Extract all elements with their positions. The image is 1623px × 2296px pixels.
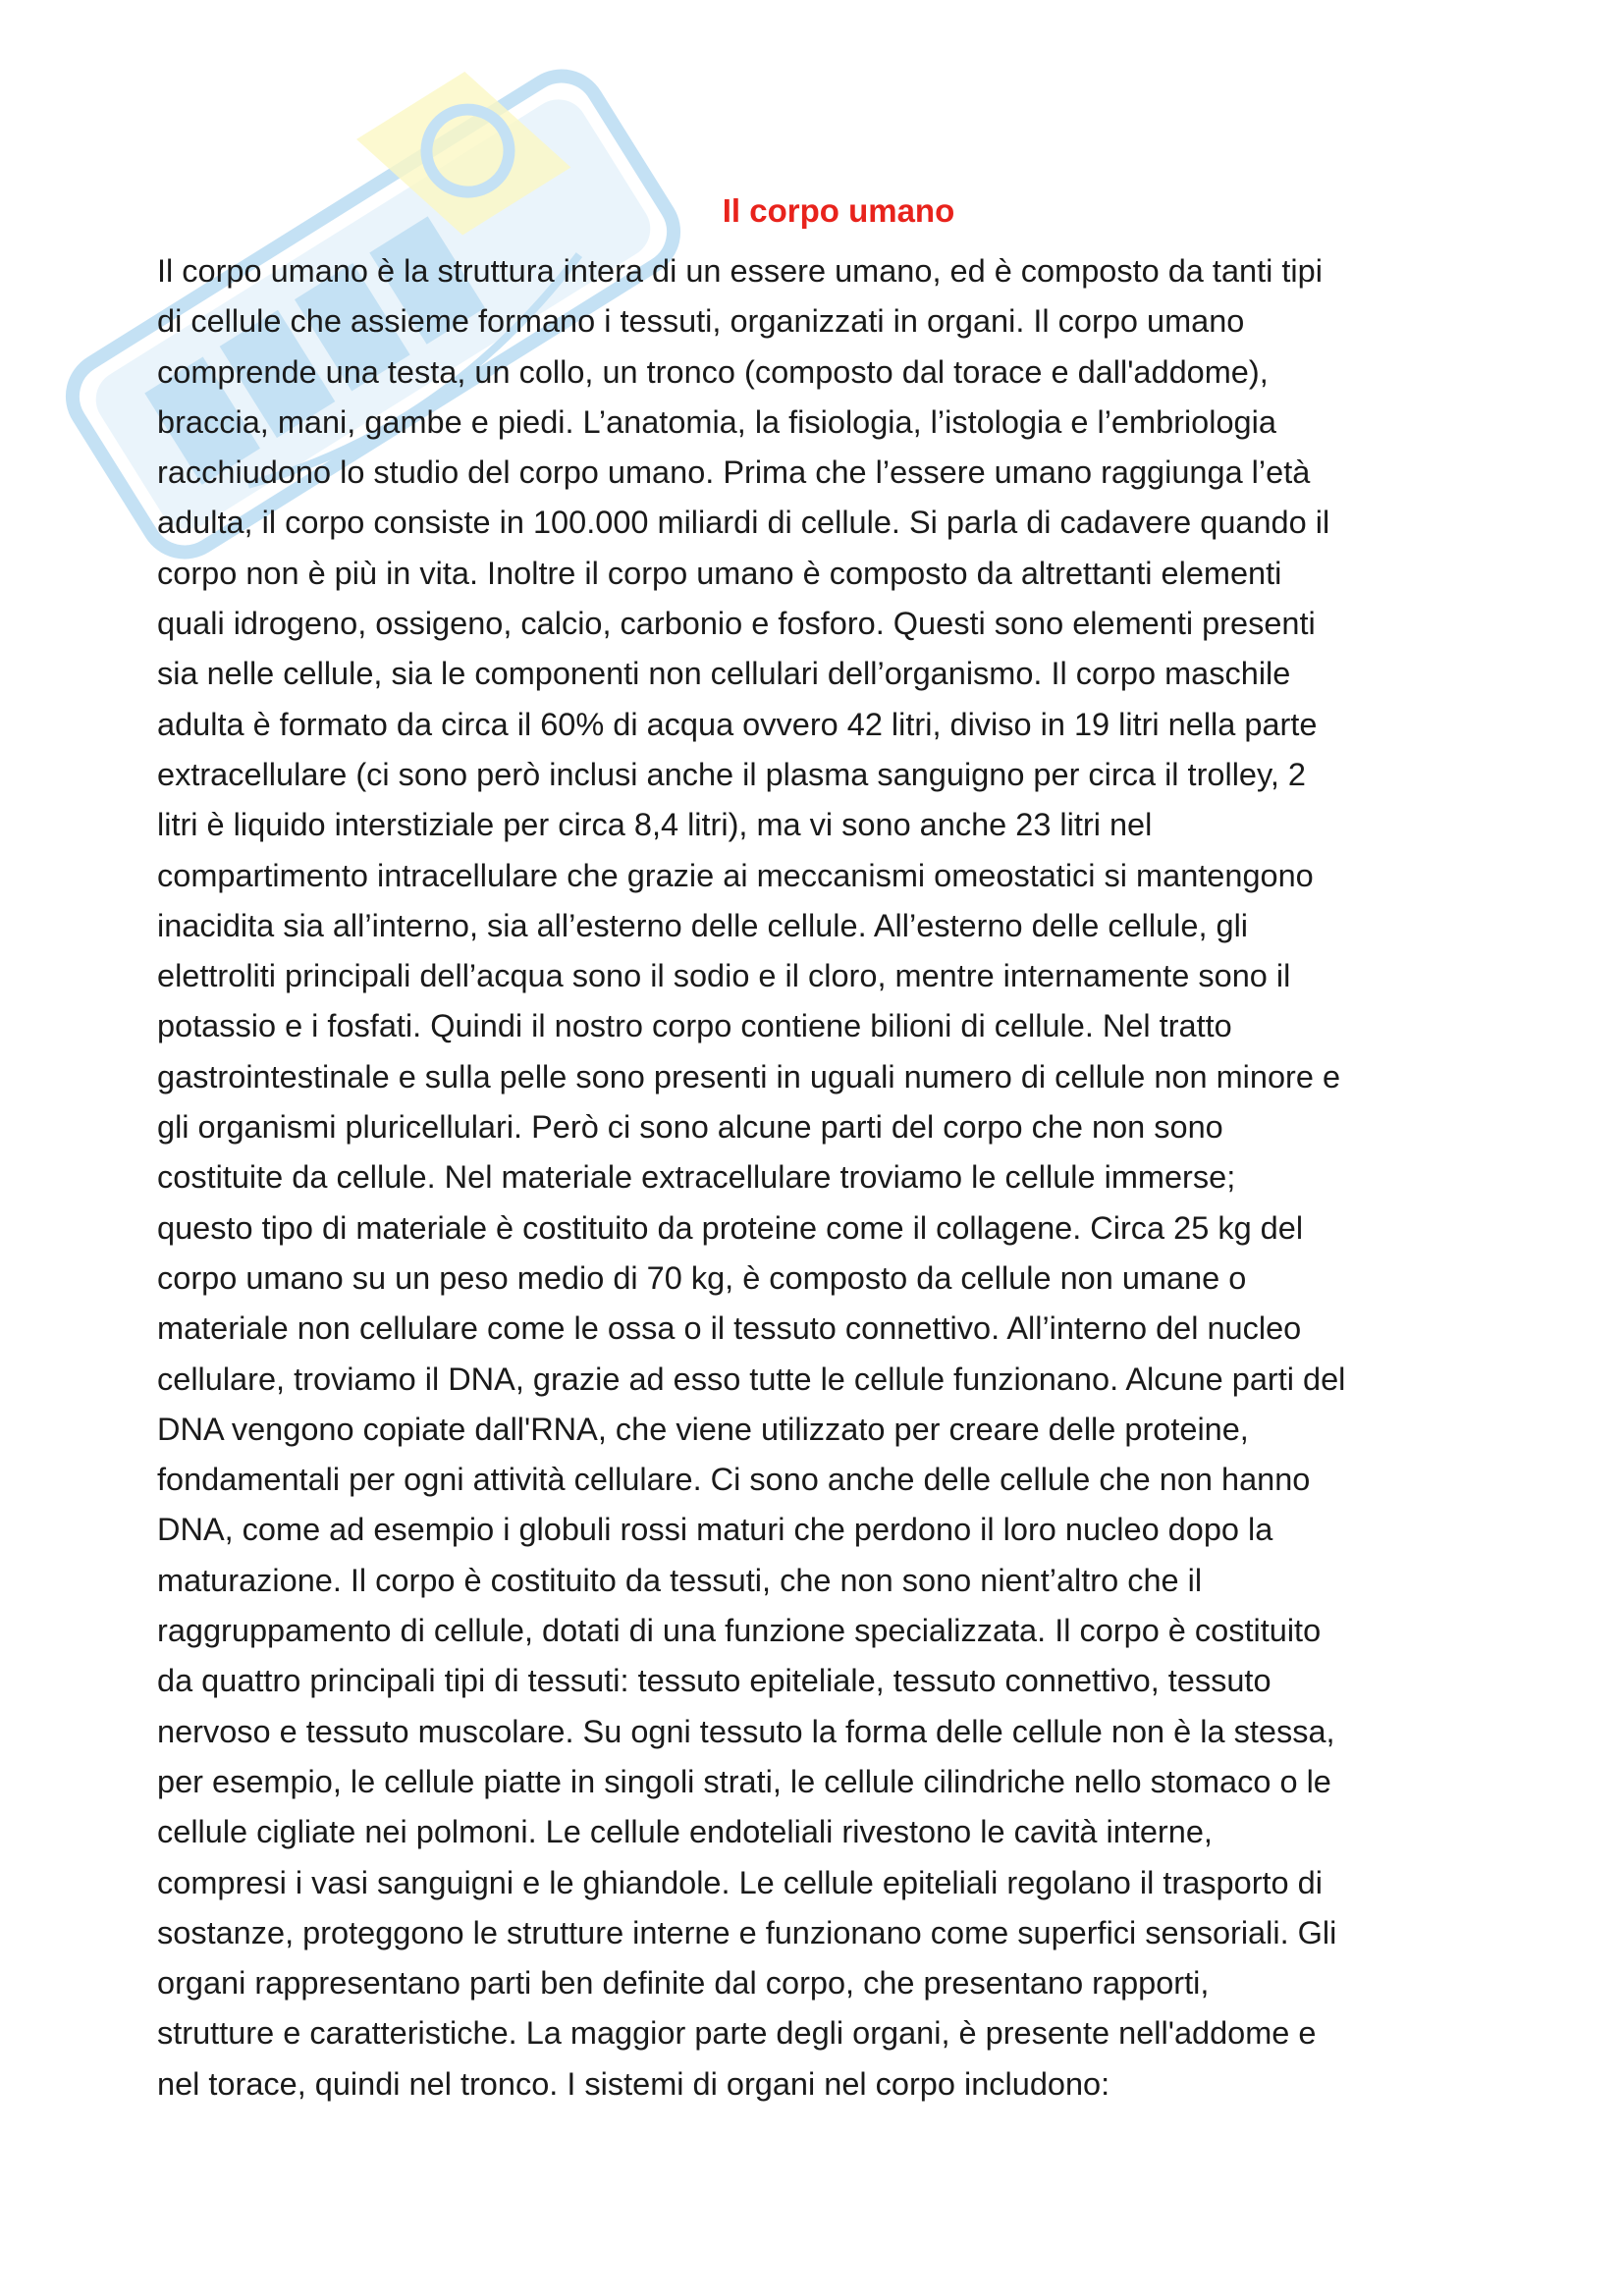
text-line: questo tipo di materiale è costituito da proteine come il collagene. Circa 25 kg del — [157, 1209, 1304, 1246]
text-line: DNA, come ad esempio i globuli rossi maturi che perdono il loro nucleo dopo la — [157, 1512, 1273, 1548]
text-line: corpo umano su un peso medio di 70 kg, è composto da cellule non umane o — [157, 1259, 1247, 1296]
text-line: materiale non cellulare come le ossa o il tessuto connettivo. All’interno del nucleo — [157, 1310, 1302, 1347]
document-page — [157, 191, 1485, 2109]
text-line: elettroliti principali dell’acqua sono il sodio e il cloro, mentre internamente sono il — [157, 958, 1291, 994]
text-line: racchiudono lo studio del corpo umano. Prima che l’essere umano raggiunga l’età — [157, 454, 1311, 491]
text-line: potassio e i fosfati. Quindi il nostro corpo contiene bilioni di cellule. Nel tratto — [157, 1008, 1232, 1044]
text-line: da quattro principali tipi di tessuti: tessuto epiteliale, tessuto connettivo, tessuto — [157, 1663, 1271, 1699]
text-line: corpo non è più in vita. Inoltre il corpo umano è composto da altrettanti elementi — [157, 555, 1282, 591]
text-line: compresi i vasi sanguigni e le ghiandole. Le cellule epiteliali regolano il trasporto di — [157, 1864, 1323, 1900]
text-line: strutture e caratteristiche. La maggior parte degli organi, è presente nell'addome e — [157, 2015, 1317, 2052]
text-line: nervoso e tessuto muscolare. Su ogni tessuto la forma delle cellule non è la stessa, — [157, 1713, 1335, 1749]
text-line: maturazione. Il corpo è costituito da tessuti, che non sono nient’altro che il — [157, 1562, 1203, 1598]
text-line: sostanze, proteggono le strutture interne e funzionano come superfici sensoriali. Gli — [157, 1914, 1337, 1950]
text-line: per esempio, le cellule piatte in singoli strati, le cellule cilindriche nello stomaco o le — [157, 1763, 1331, 1799]
text-line: nel torace, quindi nel tronco. I sistemi di organi nel corpo includono: — [157, 2065, 1110, 2102]
text-line: adulta, il corpo consiste in 100.000 miliardi di cellule. Si parla di cadavere quando il — [157, 505, 1330, 541]
text-line: inacidita sia all’interno, sia all’esterno delle cellule. All’esterno delle cellule, gli — [157, 907, 1249, 943]
text-line: costituite da cellule. Nel materiale extracellulare troviamo le cellule immerse; — [157, 1159, 1236, 1196]
text-line: gastrointestinale e sulla pelle sono presenti in uguali numero di cellule non minore e — [157, 1058, 1341, 1095]
text-line: fondamentali per ogni attività cellulare. Ci sono anche delle cellule che non hanno — [157, 1462, 1311, 1498]
document-title: Il corpo umano — [722, 192, 955, 229]
text-line: compartimento intracellulare che grazie ai meccanismi omeostatici si mantengono — [157, 857, 1314, 893]
text-line: Il corpo umano è la struttura intera di un essere umano, ed è composto da tanti tipi — [157, 253, 1323, 289]
text-line: sia nelle cellule, sia le componenti non cellulari dell’organismo. Il corpo maschile — [157, 656, 1291, 692]
text-line: extracellulare (ci sono però inclusi anche il plasma sanguigno per circa il trolley, 2 — [157, 756, 1306, 792]
text-line: raggruppamento di cellule, dotati di una funzione specializzata. Il corpo è costituito — [157, 1613, 1322, 1649]
document-body — [157, 246, 1485, 2109]
text-line: gli organismi pluricellulari. Però ci sono alcune parti del corpo che non sono — [157, 1109, 1223, 1146]
text-line: cellulare, troviamo il DNA, grazie ad esso tutte le cellule funzionano. Alcune parti del — [157, 1361, 1346, 1397]
text-line: litri è liquido interstiziale per circa 8,4 litri), ma vi sono anche 23 litri nel — [157, 807, 1153, 843]
text-line: braccia, mani, gambe e piedi. L’anatomia, la fisiologia, l’istologia e l’embriologia — [157, 403, 1276, 440]
text-line: DNA vengono copiate dall'RNA, che viene utilizzato per creare delle proteine, — [157, 1411, 1249, 1447]
text-line: adulta è formato da circa il 60% di acqua ovvero 42 litri, diviso in 19 litri nella parte — [157, 706, 1318, 742]
text-line: organi rappresentano parti ben definite dal corpo, che presentano rapporti, — [157, 1965, 1210, 2002]
text-line: quali idrogeno, ossigeno, calcio, carbonio e fosforo. Questi sono elementi presenti — [157, 606, 1316, 642]
text-line: di cellule che assieme formano i tessuti, organizzati in organi. Il corpo umano — [157, 303, 1245, 340]
text-line: comprende una testa, un collo, un tronco (composto dal torace e dall'addome), — [157, 353, 1269, 390]
text-line: cellule cigliate nei polmoni. Le cellule endoteliali rivestono le cavità interne, — [157, 1814, 1213, 1850]
